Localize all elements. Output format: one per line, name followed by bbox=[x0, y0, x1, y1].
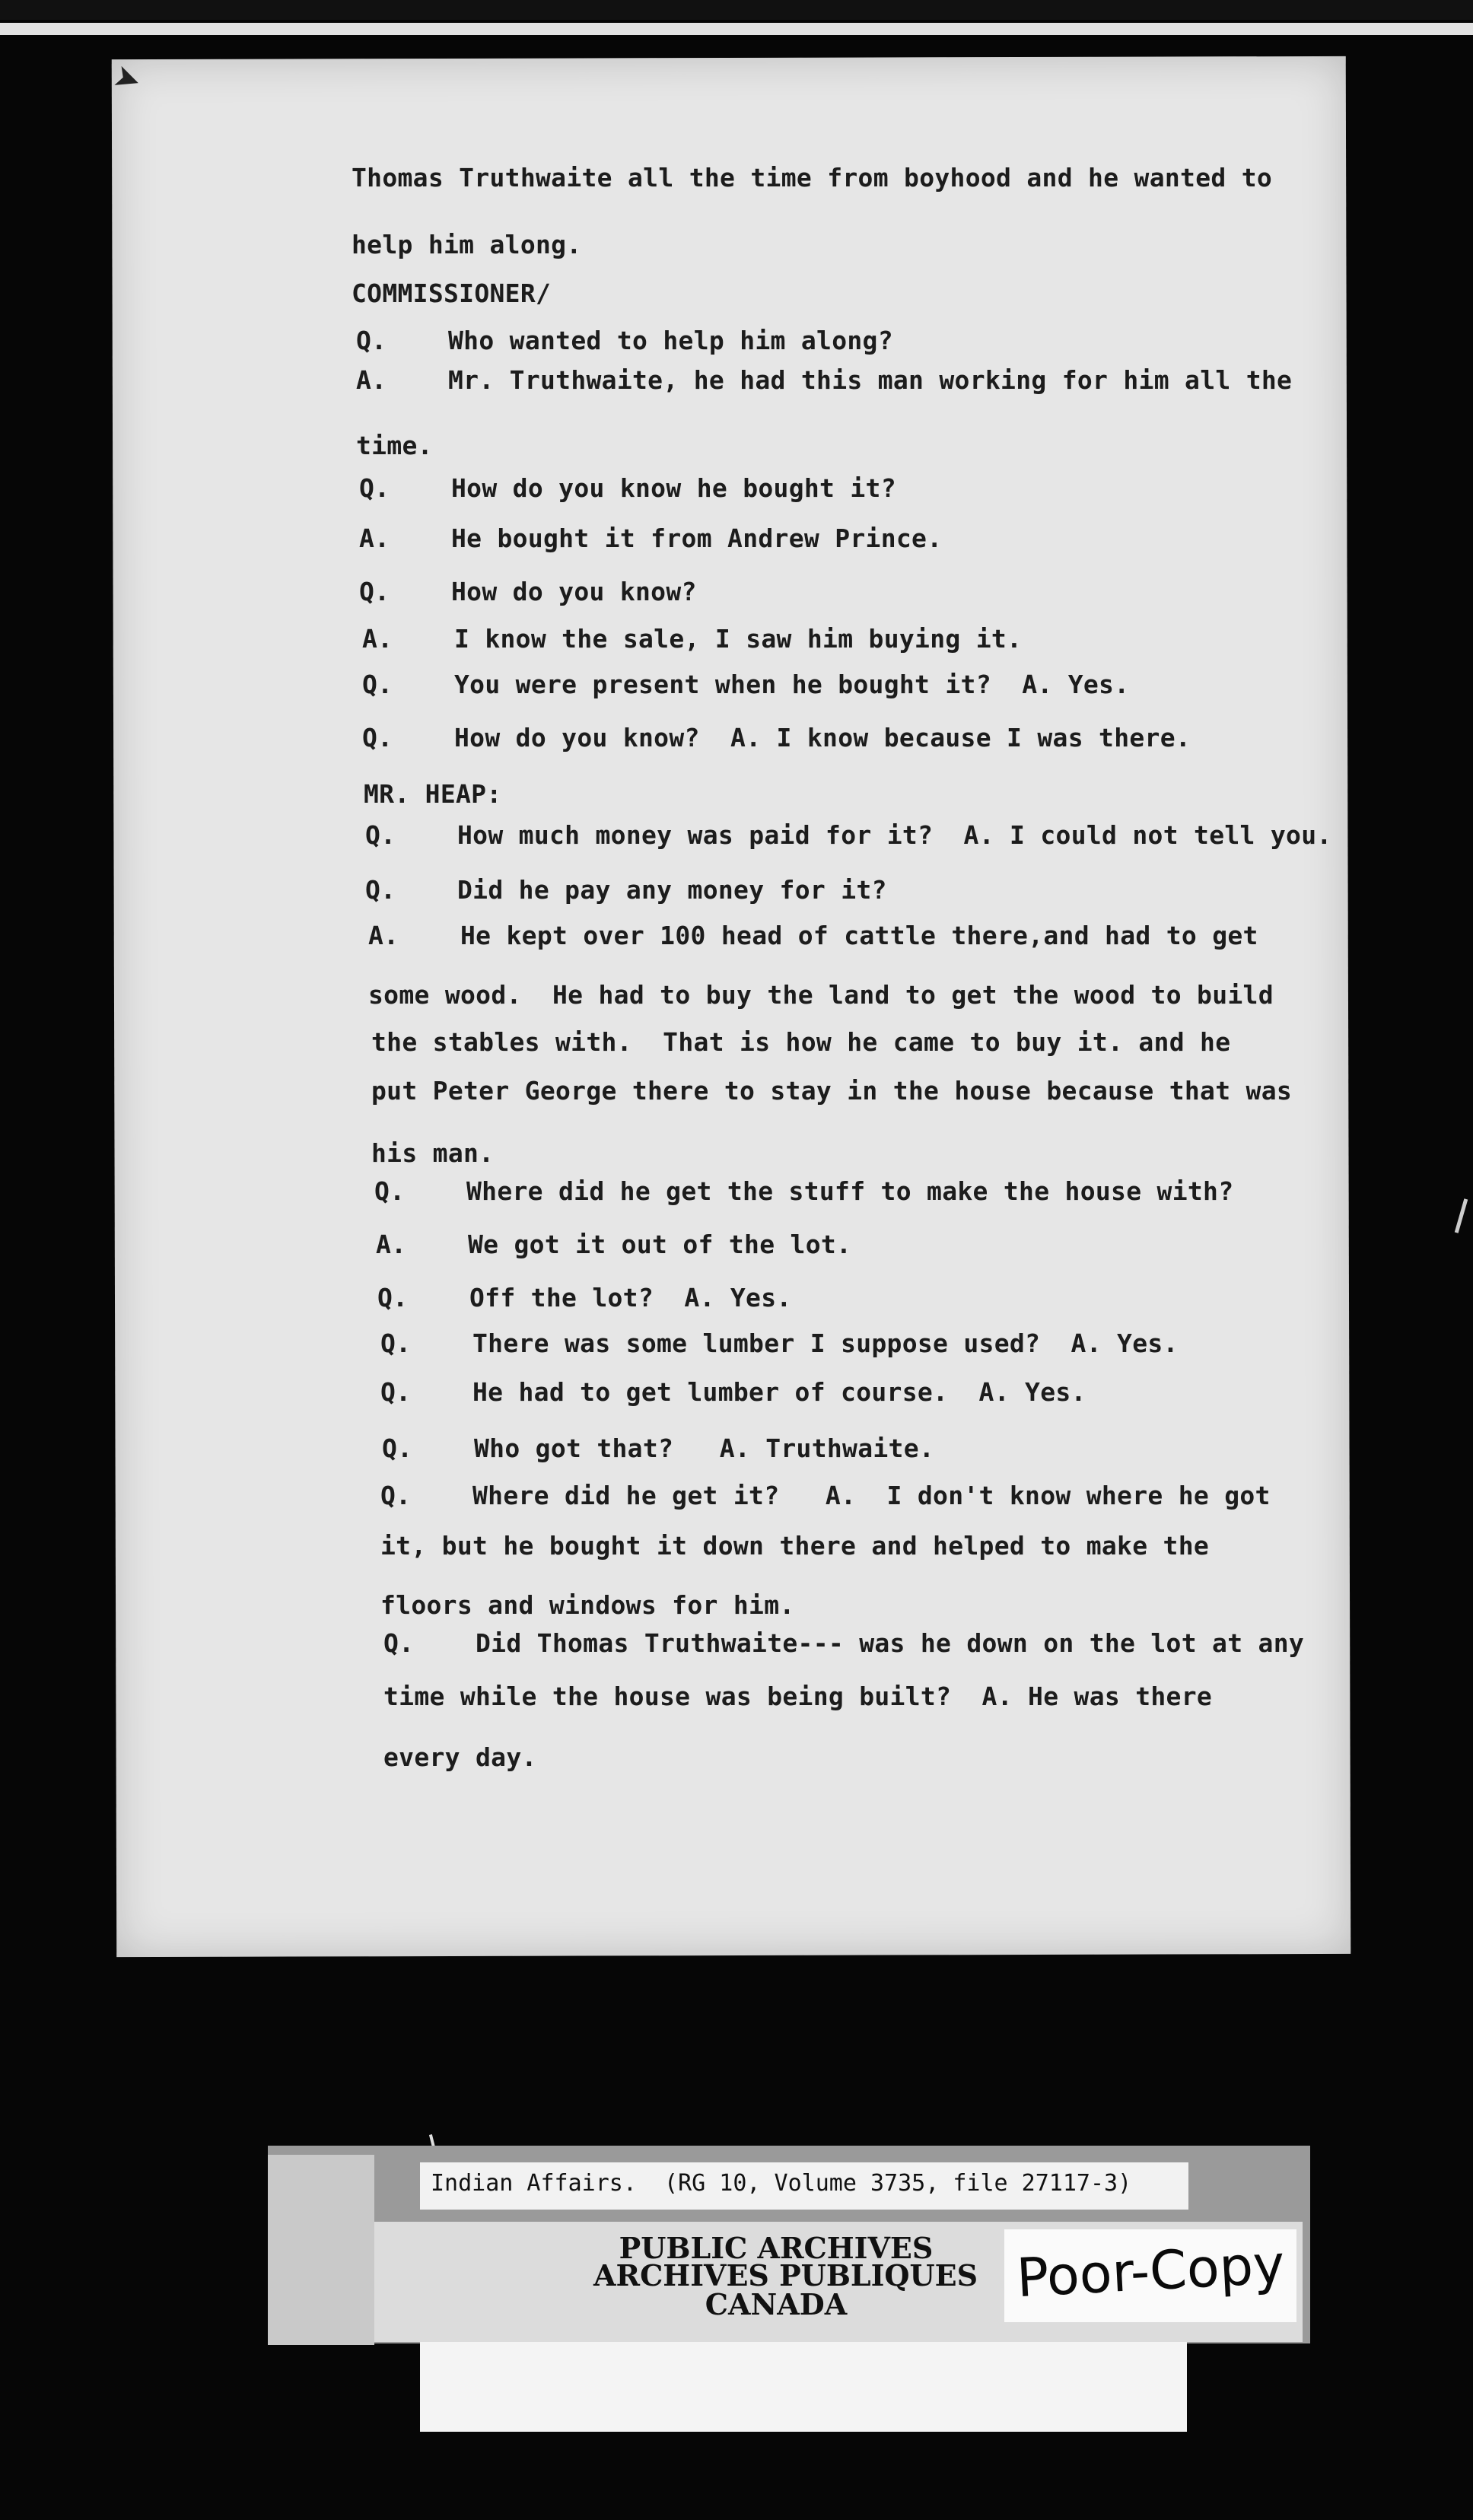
label-left-tab bbox=[268, 2155, 374, 2345]
transcript-line: it, but he bought it down there and helped to make the bbox=[380, 1531, 1210, 1561]
transcript-line: Q. He had to get lumber of course. A. Yes. bbox=[380, 1377, 1086, 1407]
poor-copy-stamp: Poor-Copy bbox=[1015, 2232, 1287, 2310]
transcript-line: time. bbox=[356, 431, 433, 460]
transcript-line: A. I know the sale, I saw him buying it. bbox=[362, 624, 1023, 654]
transcript-line: A. He kept over 100 head of cattle there,and had to get bbox=[368, 921, 1258, 950]
transcript-line: Q. Who wanted to help him along? bbox=[356, 326, 893, 355]
archive-name-fr: ARCHIVES PUBLIQUES bbox=[593, 2258, 978, 2292]
transcript-line: A. Mr. Truthwaite, he had this man working for him all the bbox=[356, 365, 1293, 395]
transcript-line: help him along. bbox=[352, 230, 582, 259]
transcript-line: A. He bought it from Andrew Prince. bbox=[359, 523, 943, 553]
archive-reference: Indian Affairs. (RG 10, Volume 3735, file 27117-3) bbox=[431, 2170, 1132, 2197]
transcript-line: COMMISSIONER/ bbox=[352, 278, 552, 308]
transcript-line: his man. bbox=[371, 1138, 495, 1168]
transcript-line: Q. Off the lot? A. Yes. bbox=[377, 1283, 792, 1312]
transcript-line: Q. Did he pay any money for it? bbox=[365, 875, 887, 905]
archive-name-en: PUBLIC ARCHIVES bbox=[619, 2231, 934, 2265]
transcript-line: MR. HEAP: bbox=[364, 779, 502, 809]
transcript-line: the stables with. That is how he came to buy it. and he bbox=[371, 1027, 1231, 1057]
film-top-band bbox=[0, 0, 1473, 20]
transcript-line: Q. You were present when he bought it? A. Yes. bbox=[362, 670, 1130, 699]
transcript-line: Q. Where did he get it? A. I don't know where he got bbox=[380, 1481, 1271, 1510]
transcript-line: Q. Where did he get the stuff to make the house with? bbox=[374, 1176, 1234, 1206]
label-blank-area bbox=[420, 2342, 1187, 2432]
transcript-line: Q. Did Thomas Truthwaite--- was he down on the lot at any bbox=[383, 1628, 1305, 1658]
transcript-line: floors and windows for him. bbox=[380, 1590, 795, 1620]
transcript-line: A. We got it out of the lot. bbox=[376, 1230, 852, 1259]
transcript-line: Q. Who got that? A. Truthwaite. bbox=[382, 1433, 935, 1463]
transcript-line: some wood. He had to buy the land to get the wood to build bbox=[368, 980, 1274, 1010]
transcript-line: Q. How much money was paid for it? A. I could not tell you. bbox=[365, 820, 1332, 850]
transcript-line: every day. bbox=[383, 1742, 537, 1772]
film-top-edge bbox=[0, 23, 1473, 35]
transcript-line: Q. How do you know? bbox=[359, 577, 697, 606]
transcript-line: Q. There was some lumber I suppose used? A. Yes. bbox=[380, 1328, 1179, 1358]
transcript-line: Thomas Truthwaite all the time from boyhood and he wanted to bbox=[352, 163, 1273, 192]
archive-country: CANADA bbox=[705, 2287, 848, 2321]
transcript-line: Q. How do you know he bought it? bbox=[359, 473, 896, 503]
corner-mark: ➤ bbox=[108, 56, 147, 100]
transcript-line: time while the house was being built? A. He was there bbox=[383, 1682, 1213, 1711]
transcript-line: Q. How do you know? A. I know because I was there. bbox=[362, 723, 1191, 752]
transcript-line: put Peter George there to stay in the house because that was bbox=[371, 1076, 1293, 1106]
film-edge-mark bbox=[1455, 1198, 1468, 1233]
